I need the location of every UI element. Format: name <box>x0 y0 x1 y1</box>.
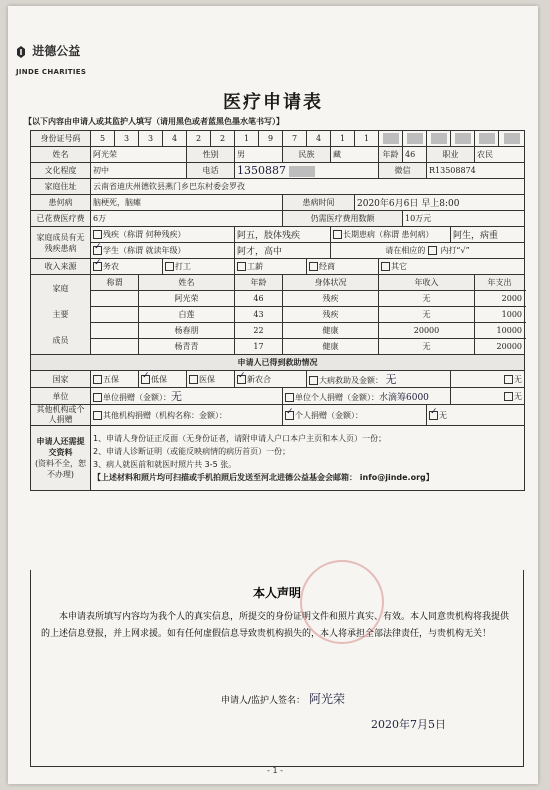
name-label: 姓名 <box>31 147 91 163</box>
id-digit-redacted <box>403 131 427 147</box>
member-rel[interactable] <box>91 307 139 323</box>
member-health[interactable]: 残疾 <box>283 291 379 307</box>
other-personal[interactable]: ✓ 个人捐赠（金额）： <box>283 405 427 426</box>
members-row-1 <box>31 227 525 243</box>
member-age[interactable]: 46 <box>235 291 283 307</box>
col-rel: 称谓 <box>91 275 139 291</box>
docs-label: 申请人还需提交资料 (资料不全，恕不办理) <box>31 426 91 491</box>
occupation-label: 职业 <box>427 147 475 163</box>
need-label: 仍需医疗费用数额 <box>283 211 403 227</box>
id-digit-redacted <box>379 131 403 147</box>
checkbox[interactable] <box>93 375 102 384</box>
aid-option[interactable]: 五保 <box>91 371 139 388</box>
family-header-row <box>31 275 525 291</box>
member-income[interactable]: 无 <box>379 291 475 307</box>
declaration-body: 本申请表所填写内容均为我个人的真实信息，所提交的身份证明文件和照片真实、有效。本人同意贵机构将我提供的上述信息登报，并上网求援。如有任何虚假信息导致贵机构损失的，本人将承担全部法律责任，与贵机构无关！ <box>41 612 510 639</box>
col-name: 姓名 <box>139 275 235 291</box>
disabled-option[interactable]: 残疾（称谓 何种残疾） <box>91 227 235 243</box>
checkbox[interactable] <box>285 393 294 402</box>
member-expense[interactable]: 2000 <box>475 291 525 307</box>
id-digit-redacted <box>451 131 475 147</box>
checkbox[interactable] <box>309 376 318 385</box>
aid-header: 申请人已得到救助情况 <box>31 355 525 371</box>
income-option[interactable]: ✓ 务农 <box>91 259 163 275</box>
age-value[interactable]: 46 <box>403 147 427 163</box>
member-income[interactable]: 无 <box>379 307 475 323</box>
id-digit[interactable]: 1 <box>235 131 259 147</box>
email-link[interactable]: info@jinde.org <box>359 473 426 482</box>
gender-label: 性别 <box>187 147 235 163</box>
aid-unit-row <box>31 388 525 405</box>
checkbox[interactable] <box>93 393 102 402</box>
member-name[interactable]: 杨春朋 <box>139 323 235 339</box>
member-health[interactable]: 健康 <box>283 339 379 355</box>
id-digit[interactable]: 5 <box>91 131 115 147</box>
address-label: 家庭住址 <box>31 179 91 195</box>
checkbox[interactable] <box>381 262 390 271</box>
family-member-row <box>31 339 525 355</box>
income-option[interactable]: 经商 <box>307 259 379 275</box>
member-age[interactable]: 17 <box>235 339 283 355</box>
checkbox[interactable] <box>93 262 102 271</box>
illness-label: 患何病 <box>31 195 91 211</box>
illness-value[interactable]: 脑梗死，脑瘫 <box>91 195 283 211</box>
checkbox-sample <box>428 246 437 255</box>
checkbox[interactable] <box>504 375 513 384</box>
address-row <box>31 179 525 195</box>
family-member-row <box>31 291 525 307</box>
id-digit[interactable]: 3 <box>139 131 163 147</box>
other-none[interactable]: ✓ 无 <box>427 405 525 426</box>
id-digit[interactable]: 2 <box>211 131 235 147</box>
logo-en: JINDE CHARITIES <box>16 68 87 76</box>
members-label: 家庭成员有无残疾患病 <box>31 227 91 259</box>
id-digit-redacted <box>499 131 525 147</box>
member-name[interactable]: 阿光荣 <box>139 291 235 307</box>
onset-value[interactable]: 2020年6月6日 早上8:00 <box>355 195 525 211</box>
occupation-value[interactable]: 农民 <box>475 147 525 163</box>
checkbox[interactable] <box>141 375 150 384</box>
checkbox[interactable] <box>429 411 438 420</box>
id-digit[interactable]: 2 <box>187 131 211 147</box>
member-age[interactable]: 22 <box>235 323 283 339</box>
income-option[interactable]: 工薪 <box>235 259 307 275</box>
declaration-title: 本人声明 <box>252 586 301 600</box>
id-digit[interactable]: 4 <box>163 131 187 147</box>
longterm-value[interactable]: 阿生，病重 <box>451 227 525 243</box>
member-rel[interactable] <box>91 323 139 339</box>
declaration-box <box>30 570 524 767</box>
income-source-label: 收入来源 <box>31 259 91 275</box>
wechat-value[interactable]: R13508874 <box>427 163 525 179</box>
doc-item: 2、申请人诊断证明（或能反映病情的病历首页）一份； <box>93 447 291 456</box>
aid-none[interactable]: 无 <box>451 371 525 388</box>
checkbox[interactable] <box>93 230 102 239</box>
income-option[interactable]: 其它 <box>379 259 525 275</box>
col-age: 年龄 <box>235 275 283 291</box>
id-row <box>31 131 525 147</box>
docs-list <box>91 426 525 491</box>
stamp-icon <box>300 560 384 644</box>
col-health: 身体状况 <box>283 275 379 291</box>
other-label: 其他机构或个人捐赠 <box>31 405 91 426</box>
state-label: 国家 <box>31 371 91 388</box>
id-digit[interactable]: 1 <box>355 131 379 147</box>
ethnicity-label: 民族 <box>283 147 331 163</box>
disabled-value[interactable]: 阿五，肢体残疾 <box>235 227 331 243</box>
member-rel[interactable] <box>91 291 139 307</box>
phone-value: 1350887 <box>237 164 286 177</box>
member-expense[interactable]: 10000 <box>475 323 525 339</box>
page-title: 医疗申请表 <box>223 92 323 113</box>
aid-state-row <box>31 371 525 388</box>
family-member-row <box>31 323 525 339</box>
longterm-option[interactable]: 长期患病（称谓 患何病） <box>331 227 451 243</box>
id-digit[interactable]: 1 <box>331 131 355 147</box>
id-digit[interactable]: 7 <box>283 131 307 147</box>
wechat-label: 微信 <box>379 163 427 179</box>
redaction <box>289 166 315 177</box>
checkbox[interactable] <box>309 262 318 271</box>
submit-note: 【上述材料和照片均可扫描或手机拍照后发送至河北进德公益基金会邮箱： info@jinde.org】 <box>93 473 434 482</box>
page-number: - 1 - <box>267 766 283 775</box>
checkbox[interactable] <box>189 375 198 384</box>
name-value[interactable]: 阿光荣 <box>91 147 187 163</box>
onset-label: 患病时间 <box>283 195 355 211</box>
member-income[interactable]: 20000 <box>379 323 475 339</box>
logo <box>16 42 86 78</box>
income-source-row <box>31 259 525 275</box>
member-rel[interactable] <box>91 339 139 355</box>
checkbox[interactable] <box>93 246 102 255</box>
cost-row <box>31 211 525 227</box>
checkbox[interactable] <box>237 375 246 384</box>
student-value[interactable]: 阿才，高中 <box>235 243 331 259</box>
education-label: 文化程度 <box>31 163 91 179</box>
id-label: 身份证号码 <box>31 131 91 147</box>
phone-label: 电话 <box>187 163 235 179</box>
aid-other-row <box>31 405 525 426</box>
member-health[interactable]: 健康 <box>283 323 379 339</box>
col-expense: 年支出 <box>475 275 525 291</box>
checkbox[interactable] <box>165 262 174 271</box>
logo-cn: 进德公益 <box>32 44 81 58</box>
signature-line <box>221 690 345 707</box>
unit-donation[interactable]: 单位捐赠（金额）：无 <box>91 388 283 405</box>
other-org[interactable]: 其他机构捐赠（机构名称：金额）： <box>91 405 283 426</box>
family-label: 家庭 主要 成员 <box>31 275 91 355</box>
member-health[interactable]: 残疾 <box>283 307 379 323</box>
signature-label: 申请人/监护人签名： <box>221 696 306 706</box>
illness-row <box>31 195 525 211</box>
ethnicity-value[interactable]: 藏 <box>331 147 379 163</box>
member-income[interactable]: 无 <box>379 339 475 355</box>
checkbox[interactable] <box>237 262 246 271</box>
sign-date[interactable]: 2020年7月5日 <box>371 718 446 731</box>
id-digit[interactable]: 9 <box>259 131 283 147</box>
application-form <box>30 130 525 491</box>
doc-item: 1、申请人身份证正反面（无身份证者，请附申请人户口本户主页和本人页）一份； <box>93 434 387 443</box>
aid-option[interactable]: 医保 <box>187 371 235 388</box>
checkbox[interactable] <box>285 411 294 420</box>
checkbox[interactable] <box>504 392 513 401</box>
checkbox[interactable] <box>93 411 102 420</box>
member-name[interactable]: 白莲 <box>139 307 235 323</box>
student-option[interactable]: ✓学生（称谓 就读年级） <box>91 243 235 259</box>
education-value[interactable]: 初中 <box>91 163 187 179</box>
signature-value[interactable]: 阿光荣 <box>309 692 346 706</box>
education-row <box>31 163 525 179</box>
personal-donation[interactable]: 单位个人捐赠（金额）：水滴筹6000 <box>283 388 451 405</box>
checkbox[interactable] <box>333 230 342 239</box>
member-expense[interactable]: 1000 <box>475 307 525 323</box>
doc-item: 3、病人就医前和就医时照片共 3-5 张。 <box>93 460 237 469</box>
age-label: 年龄 <box>379 147 403 163</box>
members-row-2 <box>31 243 525 259</box>
paid-value[interactable]: 6万 <box>91 211 283 227</box>
id-digit[interactable]: 3 <box>115 131 139 147</box>
jinde-logo-icon <box>16 46 26 58</box>
gender-value[interactable]: 男 <box>235 147 283 163</box>
id-digit-redacted <box>475 131 499 147</box>
aid-option[interactable]: ✓ 新农合 <box>235 371 307 388</box>
tick-hint: 请在相应的 内打“√” <box>331 243 525 259</box>
member-expense[interactable]: 20000 <box>475 339 525 355</box>
need-value[interactable]: 10万元 <box>403 211 525 227</box>
member-age[interactable]: 43 <box>235 307 283 323</box>
instruction: 【以下内容由申请人或其监护人填写（请用黑色或者蓝黑色墨水笔书写）】 <box>24 117 284 126</box>
family-member-row <box>31 307 525 323</box>
member-name[interactable]: 杨青青 <box>139 339 235 355</box>
aid-header-row <box>31 355 525 371</box>
aid-option[interactable]: 大病救助及金额： 无 <box>307 371 451 388</box>
aid-option[interactable]: ✓ 低保 <box>139 371 187 388</box>
phone-field[interactable] <box>235 163 379 179</box>
address-value[interactable]: 云南省迪庆州德钦县燕门乡巴东村委会罗孜 <box>91 179 525 195</box>
unit-none[interactable]: 无 <box>451 388 525 405</box>
docs-row <box>31 426 525 491</box>
income-option[interactable]: 打工 <box>163 259 235 275</box>
name-row <box>31 147 525 163</box>
col-income: 年收入 <box>379 275 475 291</box>
id-digit-redacted <box>427 131 451 147</box>
unit-label: 单位 <box>31 388 91 405</box>
paid-label: 已花费医疗费 <box>31 211 91 227</box>
id-digit[interactable]: 4 <box>307 131 331 147</box>
